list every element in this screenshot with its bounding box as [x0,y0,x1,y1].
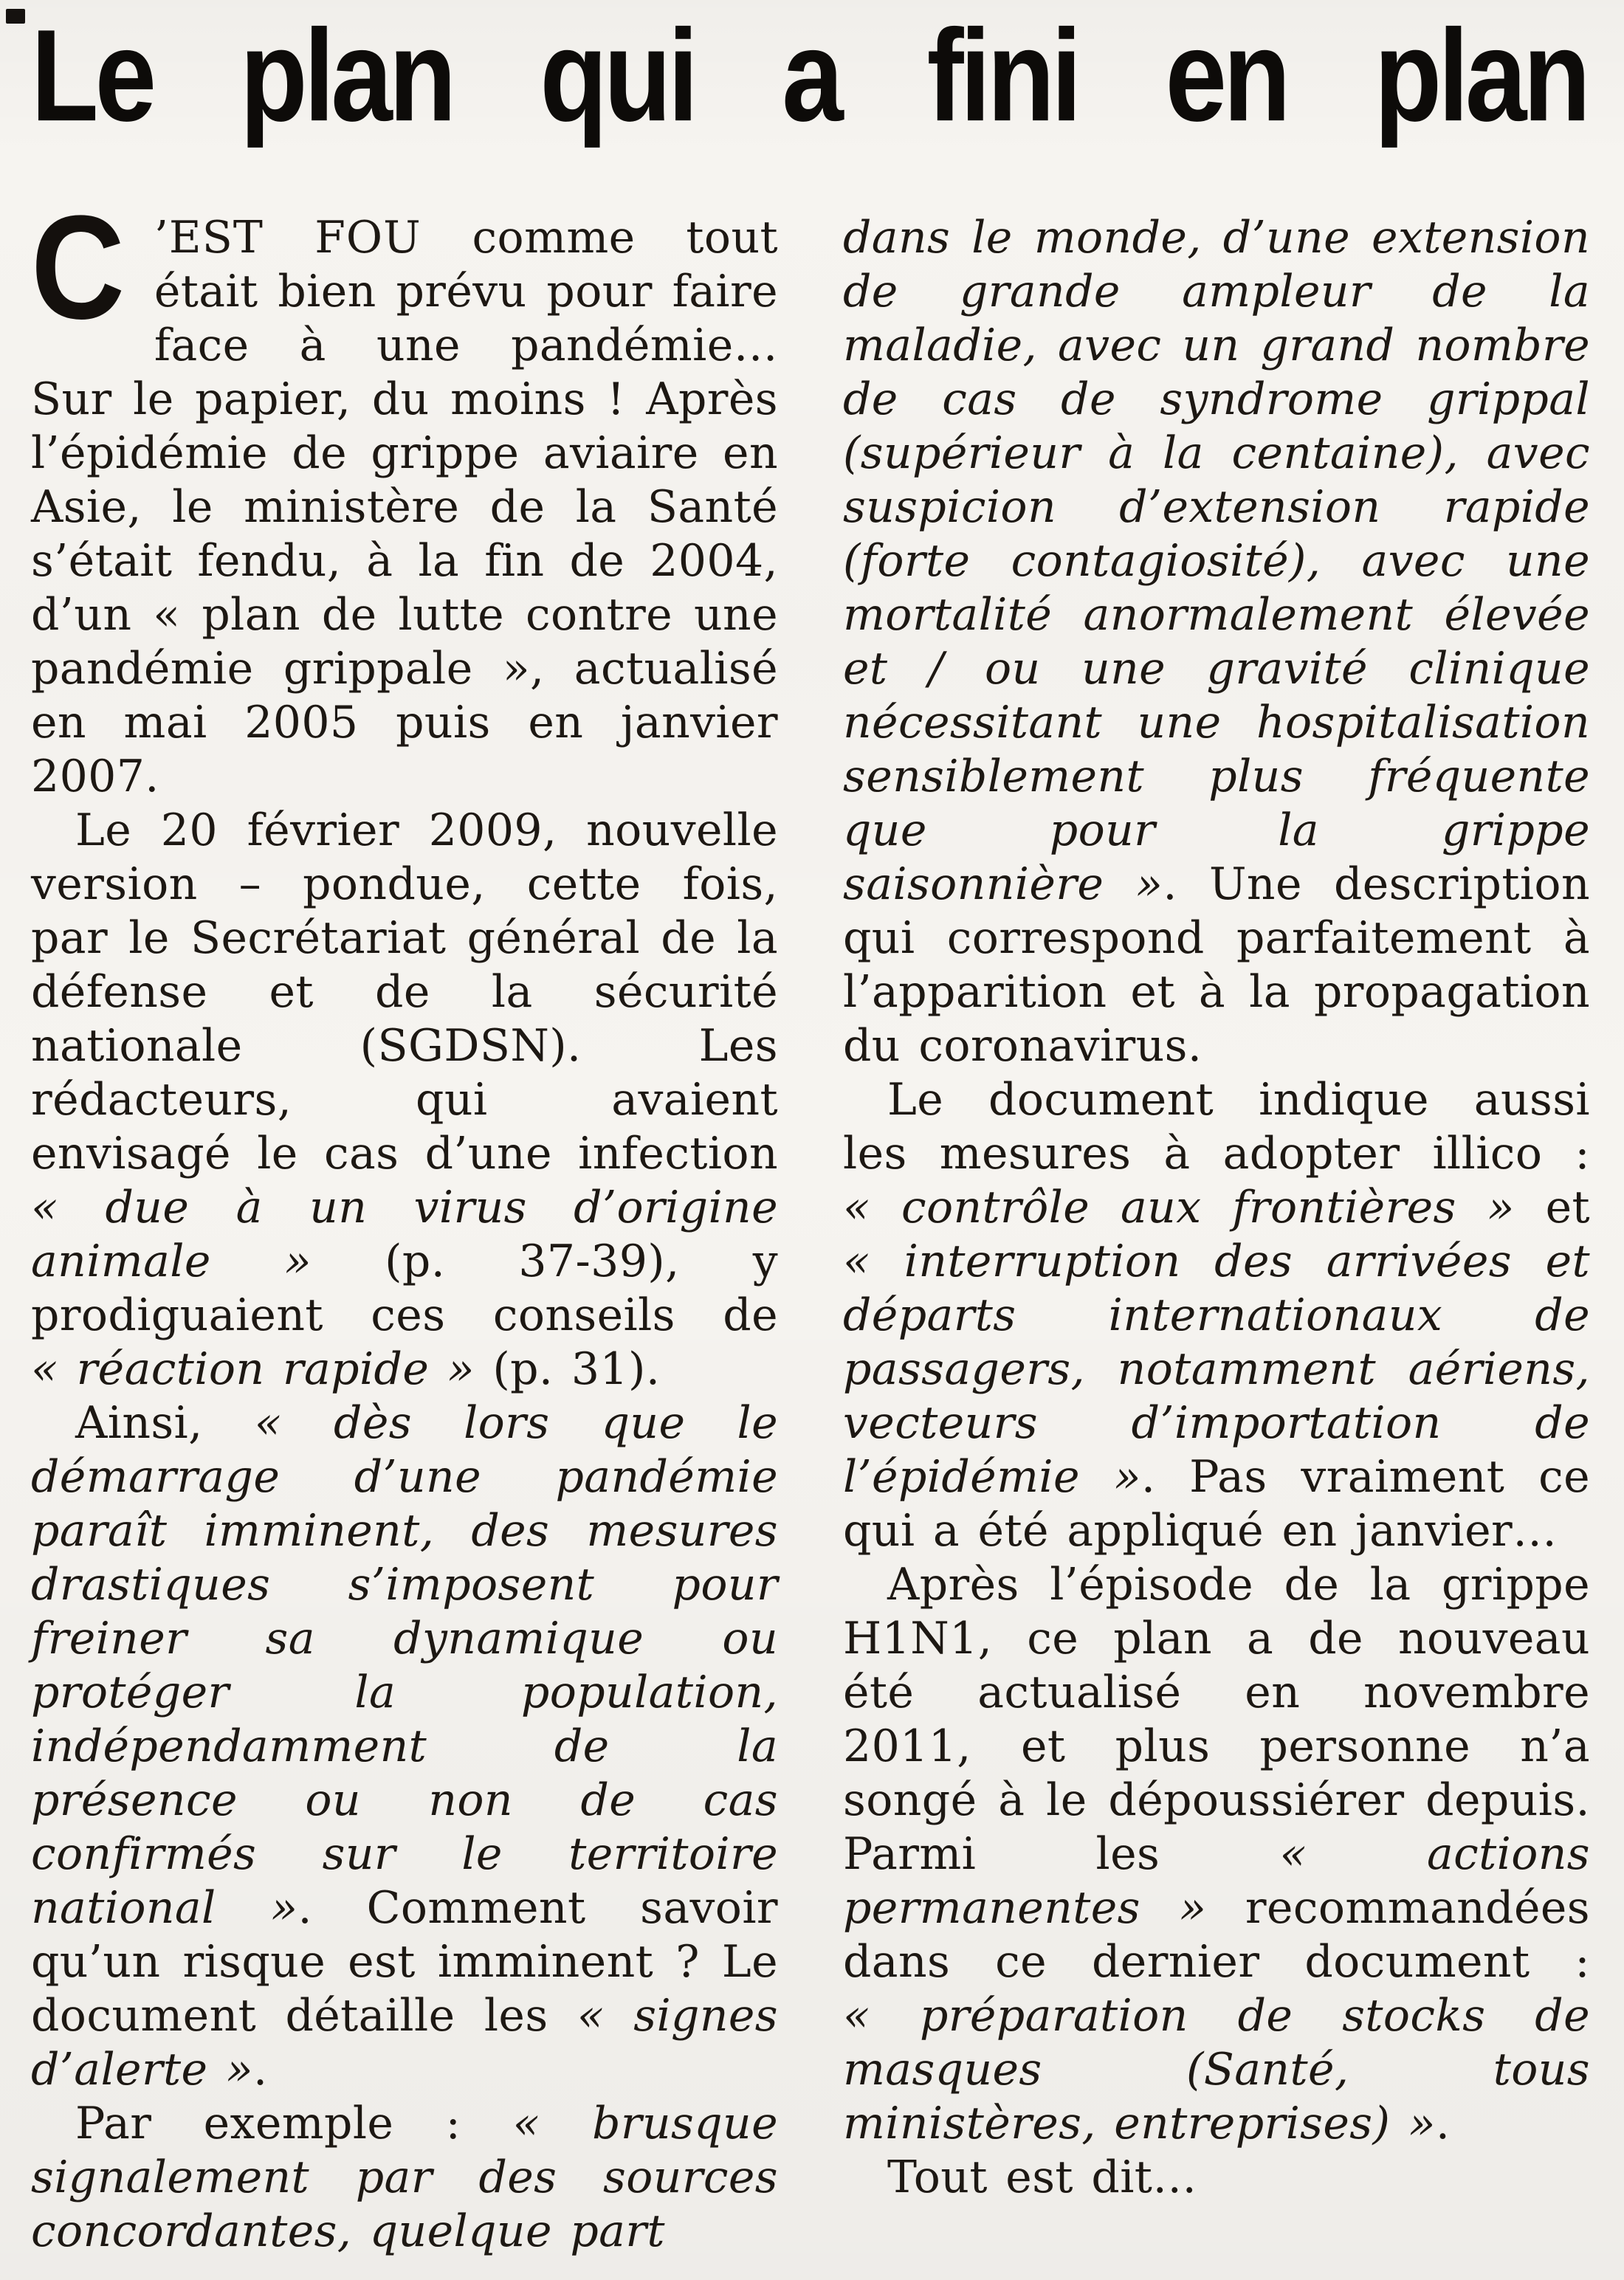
headline-word: qui [540,1,695,148]
column-right [843,211,1590,2259]
quoted-text: dans le monde, d’une extension de grande ampleur de la maladie, avec un grand nombre de cas de syndrome grippal (supérieur à la centaine), avec suspicion d’extension rapide (forte contagiosité), avec une mortalité anormalement élevée et / ou une gravité clinique nécessitant une hospitalisation sensiblement plus fréquente que pour la grippe saisonnière » [843,212,1590,910]
body-text: . Pas vraiment ce qui a été appliqué en janvier… [843,1451,1590,1557]
paragraph [31,185,779,804]
body-text: Le document indique aussi les mesures à adopter illico : [843,1074,1590,1179]
headline [31,1,1587,148]
headline-word: plan [1374,1,1587,148]
body-text: . Une description qui correspond parfaitement à l’apparition et à la propagation du coronavirus. [843,858,1590,1072]
paragraph [843,211,1590,1073]
body-text: comme tout était bien prévu pour faire face à une pandémie… Sur le papier, du moins ! Après l’épidémie de grippe aviaire en Asie, le ministère de la Santé s’était fendu, à la fin de 2004, d’un « plan de lutte contre une pandémie grippale », actualisé en mai 2005 puis en janvier 2007. [31,212,779,802]
body-text: et [1514,1182,1590,1233]
paragraph [843,1073,1590,1558]
paragraph [843,1558,1590,2151]
paragraph [31,804,778,1396]
scan-artifact [6,9,25,24]
headline-word: a [782,1,840,148]
body-text: Le 20 février 2009, nouvelle version – pondue, cette fois, par le Secrétariat général de la défense et de la sécurité nationale (SGDSN). Les rédacteurs, qui avaient envisagé le cas d’une infection [31,805,778,1179]
article-body [31,185,1590,2259]
body-text: Ainsi, [75,1397,255,1449]
headline-word: fini [926,1,1078,148]
body-text: (p. 37-39), y prodiguaient ces conseils de [31,1236,778,1341]
quoted-text: « signes d’alerte » [31,1990,778,2095]
quoted-text: « actions permanentes » [843,1828,1590,1934]
body-text: Tout est dit… [887,2152,1197,2203]
headline-word: en [1165,1,1287,148]
quoted-text: « contrôle aux frontières » [843,1182,1515,1233]
drop-cap: C [31,185,125,350]
quoted-text: « due à un virus d’origine animale » [31,1182,778,1287]
paragraph [31,1396,778,2097]
headline-word: Le [31,1,154,148]
quoted-text: « réaction rapide » [31,1343,475,1395]
quoted-text: « préparation de stocks de masques (Santé, tous ministères, entreprises) » [843,1990,1590,2149]
paragraph [31,2097,778,2259]
headline-word: plan [240,1,453,148]
quoted-text: « brusque signalement par des sources concordantes, quelque part [31,2098,778,2257]
body-text: Après l’épisode de la grippe H1N1, ce plan a de nouveau été actualisé en novembre 2011, et plus personne n’a songé à le dépoussiérer depuis. Parmi les [843,1559,1590,1880]
body-text: (p. 31). [474,1343,661,1395]
body-text: recommandées dans ce dernier document : [843,1882,1590,1988]
paragraph [843,2151,1590,2205]
body-text: ’EST FOU [154,212,422,264]
column-left [31,185,779,2259]
body-text: . [253,2044,268,2095]
body-text: . [1435,2098,1451,2149]
quoted-text: « dès lors que le démarrage d’une pandémie paraît imminent, des mesures drastiques s’imposent pour freiner sa dynamique ou protéger la population, indépendamment de la présence ou non de cas confirmés sur le territoire national » [31,1397,778,1934]
body-text: Par exemple : [75,2098,513,2149]
body-text: . Comment savoir qu’un risque est imminent ? Le document détaille les [31,1882,778,2042]
quoted-text: « interruption des arrivées et départs internationaux de passagers, notamment aériens, vecteurs d’importation de l’épidémie » [843,1236,1590,1503]
